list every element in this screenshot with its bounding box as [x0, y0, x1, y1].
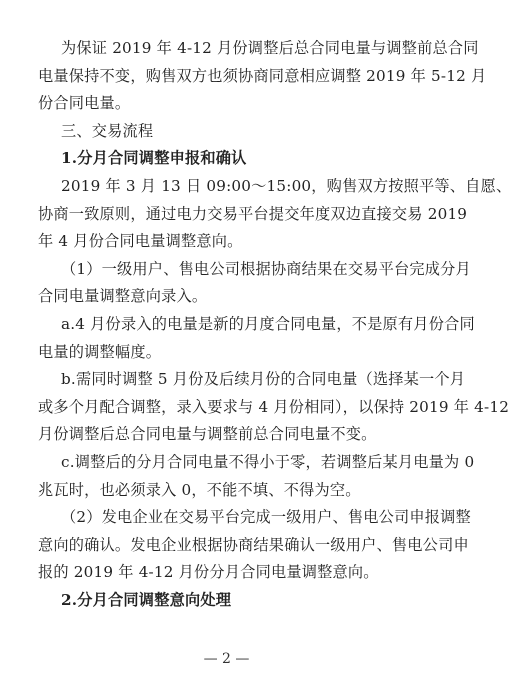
item-c-line-1: c.调整后的分月合同电量不得小于零，若调整后某月电量为 0	[61, 453, 475, 471]
item-c-line-2: 兆瓦时，也必须录入 0，不能不填、不得为空。	[38, 480, 361, 499]
paragraph-4-line-3: 报的 2019 年 4-12 月份分月合同电量调整意向。	[38, 563, 379, 582]
item-a-line-2: 电量的调整幅度。	[38, 342, 162, 361]
paragraph-1-line-3: 份合同电量。	[38, 94, 131, 113]
item-b-line-3: 月份调整后总合同电量与调整前总合同电量不变。	[38, 425, 377, 444]
paragraph-4-line-1: （2）发电企业在交易平台完成一级用户、售电公司申报调整	[61, 508, 471, 527]
page-number: — 2 —	[203, 651, 250, 667]
paragraph-2-line-1: 2019 年 3 月 13 日 09:00～15:00，购售双方按照平等、自愿、	[61, 177, 511, 195]
paragraph-2-line-2: 协商一致原则，通过电力交易平台提交年度双边直接交易 2019	[38, 204, 468, 223]
item-a-line-1: a.4 月份录入的电量是新的月度合同电量，不是原有月份合同	[61, 315, 475, 333]
item-b-line-2: 或多个月配合调整，录入要求与 4 月份相同），以保持 2019 年 4-12	[38, 397, 510, 416]
subheading-adjustment-processing: 2.分月合同调整意向处理	[61, 591, 232, 609]
paragraph-4-line-2: 意向的确认。发电企业根据协商结果确认一级用户、售电公司申	[38, 535, 469, 554]
item-b-line-1: b.需同时调整 5 月份及后续月份的合同电量（选择某一个月	[61, 370, 466, 389]
paragraph-1-line-2: 电量保持不变，购售双方也须协商同意相应调整 2019 年 5-12 月	[38, 66, 487, 85]
paragraph-3-line-1: （1）一级用户、售电公司根据协商结果在交易平台完成分月	[61, 259, 471, 278]
section-heading-process: 三、交易流程	[61, 121, 154, 140]
paragraph-1-line-1: 为保证 2019 年 4-12 月份调整后总合同电量与调整前总合同	[61, 39, 479, 57]
paragraph-3-line-2: 合同电量调整意向录入。	[38, 287, 208, 306]
subheading-adjustment-declaration: 1.分月合同调整申报和确认	[61, 149, 247, 168]
paragraph-2-line-3: 年 4 月份合同电量调整意向。	[38, 232, 243, 251]
